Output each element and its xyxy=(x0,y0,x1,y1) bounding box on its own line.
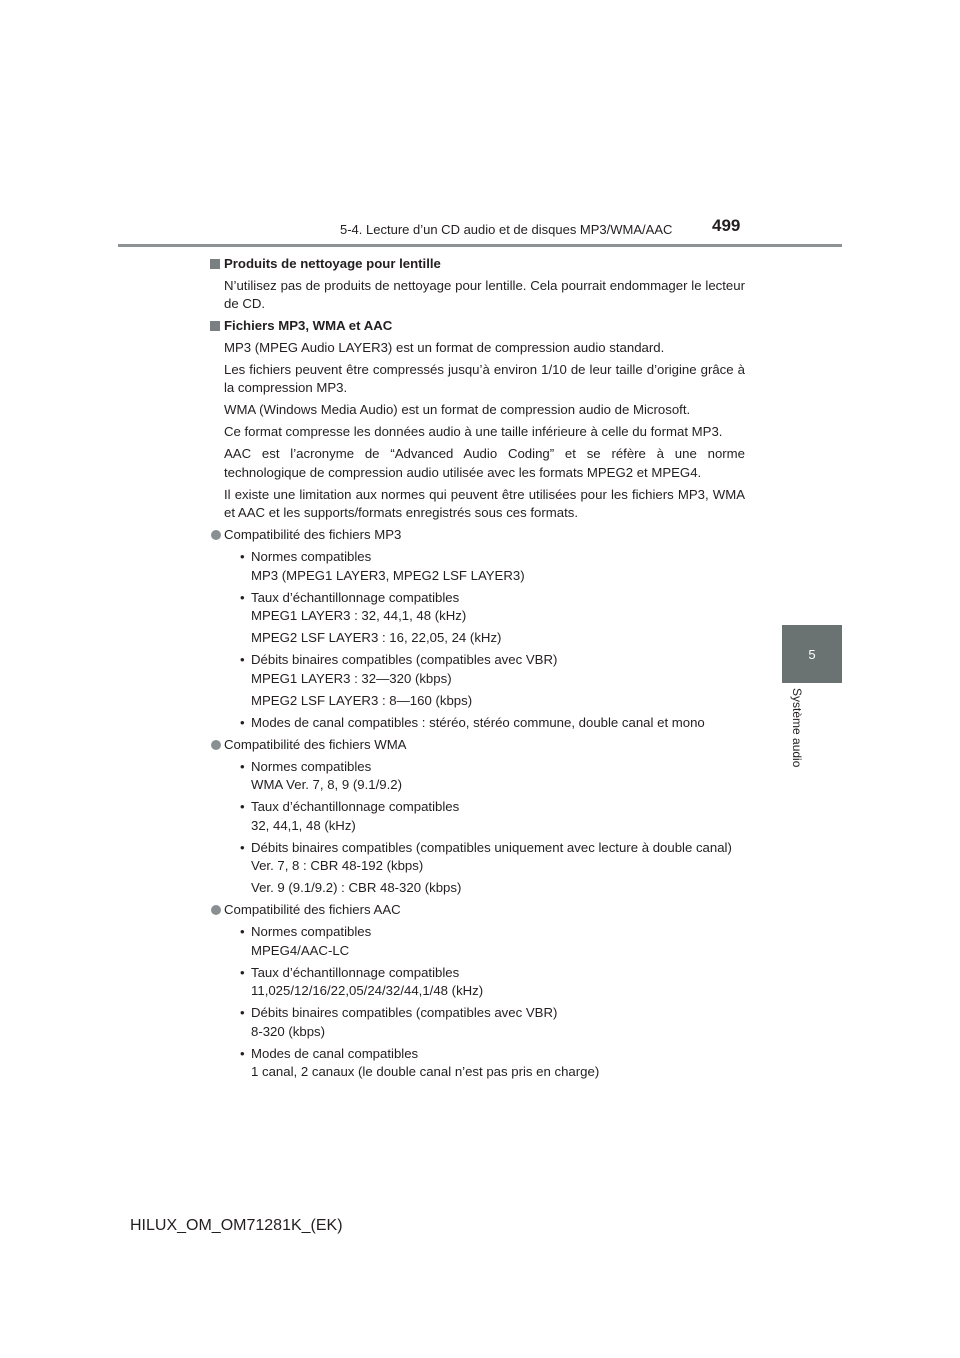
list-item: • Normes compatibles MP3 (MPEG1 LAYER3, MPEG2 LSF LAYER3) xyxy=(240,549,525,583)
paragraph: AAC est l’acronyme de “Advanced Audio Coding” et se réfère à une norme technologique de compression audio utilisée avec les formats MPEG2 et MPEG4. xyxy=(224,446,745,480)
list-continuation: MPEG2 LSF LAYER3 : 8—160 (kbps) xyxy=(251,692,473,708)
list-item: • Modes de canal compatibles : stéréo, stéréo commune, double canal et mono xyxy=(240,714,705,730)
list-item: • Débits binaires compatibles (compatibles uniquement avec lecture à double canal) Ver. 7, 8 : CBR 48-192 (kbps) xyxy=(240,839,732,873)
list-continuation: Ver. 9 (9.1/9.2) : CBR 48-320 (kbps) xyxy=(251,880,462,895)
circle-bullet-icon xyxy=(211,740,221,750)
list-item: • Taux d’échantillonnage compatibles MPEG1 LAYER3 : 32, 44,1, 48 (kHz) xyxy=(240,589,467,623)
square-bullet-icon xyxy=(210,321,220,331)
page-number: 499 xyxy=(712,216,741,235)
header-divider xyxy=(118,244,842,247)
paragraph: Les fichiers peuvent être compressés jusqu’à environ 1/10 de leur taille d’origine grâce à la compression MP3. xyxy=(224,361,745,395)
subsection-title: Compatibilité des fichiers AAC xyxy=(210,901,745,920)
header-section-title: 5-4. Lecture d’un CD audio et de disques MP3/WMA/AAC xyxy=(340,222,673,237)
section-heading: Fichiers MP3, WMA et AAC xyxy=(210,317,745,336)
circle-bullet-icon xyxy=(211,530,221,540)
chapter-label: Système audio xyxy=(790,688,804,768)
list-item: • Normes compatibles MPEG4/AAC-LC xyxy=(240,924,372,958)
chapter-tab xyxy=(782,625,842,683)
list-continuation: MPEG2 LSF LAYER3 : 16, 22,05, 24 (kHz) xyxy=(251,630,502,645)
list-item: • Normes compatibles WMA Ver. 7, 8, 9 (9.1/9.2) xyxy=(240,758,402,792)
section-heading: Produits de nettoyage pour lentille xyxy=(210,255,745,274)
document-code: HILUX_OM_OM71281K_(EK) xyxy=(130,1217,343,1234)
paragraph: Il existe une limitation aux normes qui peuvent être utilisées pour les fichiers MP3, WMA et AAC et les supports/formats enregistrés sous ces formats. xyxy=(224,486,745,520)
list-item: • Débits binaires compatibles (compatibles avec VBR) MPEG1 LAYER3 : 32—320 (kbps) xyxy=(240,652,558,686)
subsection-title: Compatibilité des fichiers WMA xyxy=(210,736,745,755)
paragraph: WMA (Windows Media Audio) est un format de compression audio de Microsoft. xyxy=(224,402,691,417)
paragraph: Ce format compresse les données audio à une taille inférieure à celle du format MP3. xyxy=(224,424,723,439)
circle-bullet-icon xyxy=(211,905,221,915)
chapter-number: 5 xyxy=(808,646,816,662)
list-item: • Débits binaires compatibles (compatibles avec VBR) 8-320 (kbps) xyxy=(240,1005,558,1039)
list-item: • Modes de canal compatibles 1 canal, 2 canaux (le double canal n’est pas pris en charge) xyxy=(240,1045,600,1079)
subsection-title: Compatibilité des fichiers MP3 xyxy=(210,526,745,545)
list-item: • Taux d’échantillonnage compatibles 32, 44,1, 48 (kHz) xyxy=(240,799,460,833)
page-body xyxy=(210,255,745,1085)
list-item: • Taux d’échantillonnage compatibles 11,025/12/16/22,05/24/32/44,1/48 (kHz) xyxy=(240,964,484,998)
paragraph: MP3 (MPEG Audio LAYER3) est un format de compression audio standard. xyxy=(224,339,665,355)
square-bullet-icon xyxy=(210,259,220,269)
paragraph: N’utilisez pas de produits de nettoyage pour lentille. Cela pourrait endommager le lecteur de CD. xyxy=(224,277,745,311)
